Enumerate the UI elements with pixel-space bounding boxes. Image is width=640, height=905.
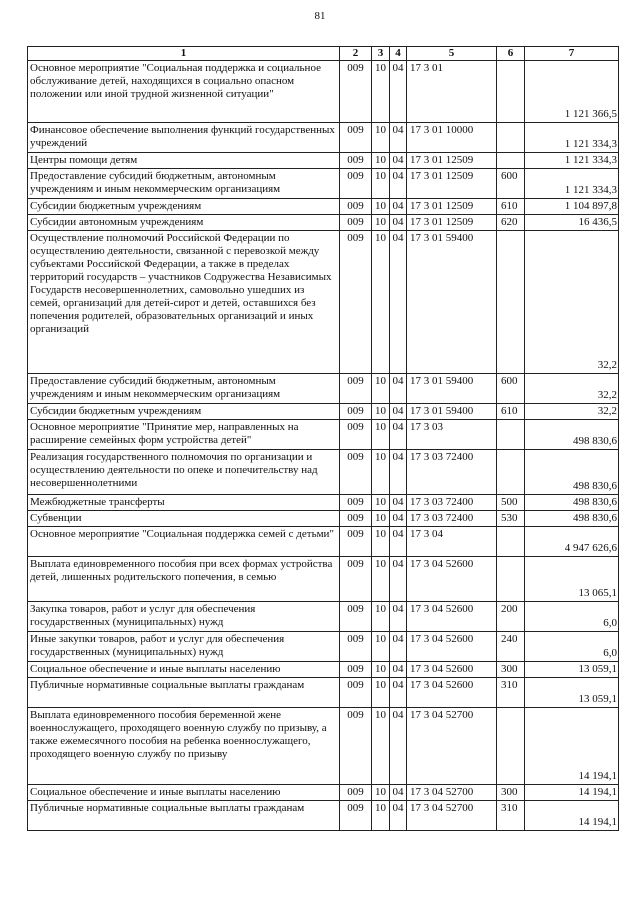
cell-ministry-code: 009 [340, 511, 372, 527]
cell-name: Реализация государственного полномочия по организации и осуществлению деятельности по опеке и попечительству над несовершеннолетними [28, 450, 340, 495]
cell-subsection: 04 [390, 169, 407, 199]
cell-name: Публичные нормативные социальные выплаты гражданам [28, 801, 340, 831]
cell-name: Субвенции [28, 511, 340, 527]
cell-name: Субсидии автономным учреждениям [28, 215, 340, 231]
cell-amount: 498 830,6 [525, 450, 619, 495]
table-row [28, 169, 619, 199]
cell-section: 10 [372, 678, 390, 708]
cell-subsection: 04 [390, 61, 407, 123]
cell-target-article: 17 3 04 52700 [407, 785, 497, 801]
cell-target-article: 17 3 04 52600 [407, 662, 497, 678]
cell-target-article: 17 3 03 72400 [407, 511, 497, 527]
cell-section: 10 [372, 632, 390, 662]
cell-subsection: 04 [390, 527, 407, 557]
cell-section: 10 [372, 215, 390, 231]
cell-subsection: 04 [390, 632, 407, 662]
cell-name: Публичные нормативные социальные выплаты гражданам [28, 678, 340, 708]
header-row [28, 47, 619, 61]
cell-name: Центры помощи детям [28, 153, 340, 169]
cell-subsection: 04 [390, 678, 407, 708]
cell-name: Основное мероприятие "Социальная поддержка и социальное обслуживание детей, находящихся в социально опасном положении или иной трудной жизненной ситуации" [28, 61, 340, 123]
cell-name: Выплата единовременного пособия при всех формах устройства детей, лишенных родительского попечения, в семью [28, 557, 340, 602]
cell-amount: 32,2 [525, 231, 619, 374]
cell-ministry-code: 009 [340, 199, 372, 215]
cell-ministry-code: 009 [340, 602, 372, 632]
table-row [28, 374, 619, 404]
table-row [28, 404, 619, 420]
cell-subsection: 04 [390, 199, 407, 215]
cell-expense-type: 200 [497, 602, 525, 632]
cell-subsection: 04 [390, 511, 407, 527]
cell-expense-type: 500 [497, 495, 525, 511]
cell-name: Иные закупки товаров, работ и услуг для обеспечения государственных (муниципальных) нужд [28, 632, 340, 662]
cell-name: Финансовое обеспечение выполнения функций государственных учреждений [28, 123, 340, 153]
cell-expense-type [497, 231, 525, 374]
cell-ministry-code: 009 [340, 123, 372, 153]
cell-ministry-code: 009 [340, 169, 372, 199]
cell-expense-type [497, 123, 525, 153]
cell-ministry-code: 009 [340, 231, 372, 374]
cell-target-article: 17 3 03 [407, 420, 497, 450]
cell-ministry-code: 009 [340, 527, 372, 557]
cell-section: 10 [372, 420, 390, 450]
table-row [28, 785, 619, 801]
cell-target-article: 17 3 04 52600 [407, 557, 497, 602]
page-number: 81 [314, 10, 326, 22]
table-row [28, 123, 619, 153]
cell-section: 10 [372, 123, 390, 153]
cell-expense-type [497, 450, 525, 495]
cell-expense-type: 300 [497, 785, 525, 801]
cell-amount: 13 059,1 [525, 678, 619, 708]
cell-ministry-code: 009 [340, 708, 372, 785]
cell-amount: 16 436,5 [525, 215, 619, 231]
cell-expense-type: 600 [497, 169, 525, 199]
cell-expense-type: 310 [497, 801, 525, 831]
table-body [28, 61, 619, 831]
column-header-5: 5 [407, 47, 497, 61]
table-row [28, 678, 619, 708]
column-header-7: 7 [525, 47, 619, 61]
cell-section: 10 [372, 495, 390, 511]
cell-ministry-code: 009 [340, 374, 372, 404]
cell-name: Субсидии бюджетным учреждениям [28, 199, 340, 215]
cell-ministry-code: 009 [340, 632, 372, 662]
cell-amount: 32,2 [525, 374, 619, 404]
cell-ministry-code: 009 [340, 61, 372, 123]
cell-section: 10 [372, 708, 390, 785]
cell-expense-type [497, 61, 525, 123]
cell-name: Выплата единовременного пособия беременной жене военнослужащего, проходящего военную службу по призыву, а также ежемесячного пособия на ребенка военнослужащего, проходящего военную службу по призыву [28, 708, 340, 785]
cell-target-article: 17 3 01 12509 [407, 169, 497, 199]
cell-subsection: 04 [390, 231, 407, 374]
table-row [28, 557, 619, 602]
cell-expense-type [497, 420, 525, 450]
table-row [28, 662, 619, 678]
table-row [28, 801, 619, 831]
cell-target-article: 17 3 01 12509 [407, 153, 497, 169]
cell-subsection: 04 [390, 420, 407, 450]
cell-section: 10 [372, 199, 390, 215]
cell-amount: 1 121 334,3 [525, 153, 619, 169]
cell-target-article: 17 3 04 [407, 527, 497, 557]
cell-ministry-code: 009 [340, 153, 372, 169]
cell-target-article: 17 3 04 52600 [407, 632, 497, 662]
cell-target-article: 17 3 01 10000 [407, 123, 497, 153]
cell-target-article: 17 3 04 52700 [407, 708, 497, 785]
cell-target-article: 17 3 03 72400 [407, 495, 497, 511]
cell-amount: 498 830,6 [525, 511, 619, 527]
cell-target-article: 17 3 04 52600 [407, 602, 497, 632]
cell-ministry-code: 009 [340, 495, 372, 511]
cell-expense-type: 240 [497, 632, 525, 662]
cell-amount: 4 947 626,6 [525, 527, 619, 557]
cell-section: 10 [372, 785, 390, 801]
cell-target-article: 17 3 01 12509 [407, 199, 497, 215]
cell-amount: 498 830,6 [525, 420, 619, 450]
table-row [28, 511, 619, 527]
cell-name: Социальное обеспечение и иные выплаты населению [28, 785, 340, 801]
cell-section: 10 [372, 662, 390, 678]
column-header-6: 6 [497, 47, 525, 61]
column-header-2: 2 [340, 47, 372, 61]
cell-amount: 6,0 [525, 632, 619, 662]
cell-section: 10 [372, 169, 390, 199]
table-row [28, 450, 619, 495]
cell-section: 10 [372, 153, 390, 169]
cell-target-article: 17 3 03 72400 [407, 450, 497, 495]
cell-ministry-code: 009 [340, 662, 372, 678]
cell-target-article: 17 3 01 59400 [407, 404, 497, 420]
table-row [28, 215, 619, 231]
cell-expense-type: 530 [497, 511, 525, 527]
cell-ministry-code: 009 [340, 678, 372, 708]
cell-amount: 1 121 334,3 [525, 123, 619, 153]
cell-expense-type: 600 [497, 374, 525, 404]
cell-subsection: 04 [390, 495, 407, 511]
cell-subsection: 04 [390, 557, 407, 602]
cell-ministry-code: 009 [340, 785, 372, 801]
cell-ministry-code: 009 [340, 557, 372, 602]
budget-table [27, 46, 619, 831]
cell-expense-type: 610 [497, 404, 525, 420]
cell-amount: 1 121 366,5 [525, 61, 619, 123]
cell-ministry-code: 009 [340, 801, 372, 831]
cell-target-article: 17 3 04 52600 [407, 678, 497, 708]
cell-amount: 6,0 [525, 602, 619, 632]
cell-section: 10 [372, 231, 390, 374]
column-header-4: 4 [390, 47, 407, 61]
cell-subsection: 04 [390, 785, 407, 801]
cell-subsection: 04 [390, 374, 407, 404]
cell-expense-type [497, 557, 525, 602]
cell-section: 10 [372, 557, 390, 602]
column-header-3: 3 [372, 47, 390, 61]
cell-ministry-code: 009 [340, 215, 372, 231]
cell-expense-type [497, 708, 525, 785]
table-row [28, 632, 619, 662]
cell-expense-type: 310 [497, 678, 525, 708]
cell-ministry-code: 009 [340, 404, 372, 420]
cell-name: Основное мероприятие "Принятие мер, направленных на расширение семейных форм устройства детей" [28, 420, 340, 450]
cell-amount: 14 194,1 [525, 708, 619, 785]
cell-ministry-code: 009 [340, 450, 372, 495]
column-header-1: 1 [28, 47, 340, 61]
cell-amount: 13 059,1 [525, 662, 619, 678]
cell-name: Основное мероприятие "Социальная поддержка семей с детьми" [28, 527, 340, 557]
cell-amount: 498 830,6 [525, 495, 619, 511]
cell-amount: 14 194,1 [525, 801, 619, 831]
cell-subsection: 04 [390, 662, 407, 678]
cell-name: Межбюджетные трансферты [28, 495, 340, 511]
cell-subsection: 04 [390, 708, 407, 785]
cell-section: 10 [372, 801, 390, 831]
table-row [28, 199, 619, 215]
cell-subsection: 04 [390, 215, 407, 231]
cell-expense-type: 620 [497, 215, 525, 231]
cell-amount: 1 104 897,8 [525, 199, 619, 215]
cell-name: Предоставление субсидий бюджетным, автономным учреждениям и иным некоммерческим организациям [28, 374, 340, 404]
cell-name: Закупка товаров, работ и услуг для обеспечения государственных (муниципальных) нужд [28, 602, 340, 632]
cell-section: 10 [372, 374, 390, 404]
table-row [28, 527, 619, 557]
cell-expense-type [497, 153, 525, 169]
cell-amount: 14 194,1 [525, 785, 619, 801]
cell-target-article: 17 3 01 [407, 61, 497, 123]
cell-name: Осуществление полномочий Российской Федерации по осуществлению деятельности, связанной с перевозкой между субъектами Российской Федерации, а также в пределах территорий государств – участников Содружества Независимых Государств несовершеннолетних, самовольно ушедших из семей, организаций для детей-сирот и детей, оставшихся без попечения родителей, образовательных организаций и иных организаций [28, 231, 340, 374]
table-row [28, 153, 619, 169]
cell-section: 10 [372, 450, 390, 495]
table-row [28, 231, 619, 374]
cell-target-article: 17 3 01 59400 [407, 374, 497, 404]
cell-name: Предоставление субсидий бюджетным, автономным учреждениям и иным некоммерческим организациям [28, 169, 340, 199]
cell-target-article: 17 3 01 12509 [407, 215, 497, 231]
cell-subsection: 04 [390, 153, 407, 169]
cell-expense-type: 300 [497, 662, 525, 678]
cell-section: 10 [372, 602, 390, 632]
cell-amount: 1 121 334,3 [525, 169, 619, 199]
cell-subsection: 04 [390, 123, 407, 153]
cell-section: 10 [372, 527, 390, 557]
cell-name: Субсидии бюджетным учреждениям [28, 404, 340, 420]
table-row [28, 420, 619, 450]
cell-amount: 32,2 [525, 404, 619, 420]
cell-expense-type [497, 527, 525, 557]
cell-subsection: 04 [390, 404, 407, 420]
table-row [28, 495, 619, 511]
cell-subsection: 04 [390, 801, 407, 831]
cell-subsection: 04 [390, 602, 407, 632]
cell-expense-type: 610 [497, 199, 525, 215]
cell-section: 10 [372, 404, 390, 420]
table-row [28, 708, 619, 785]
cell-target-article: 17 3 04 52700 [407, 801, 497, 831]
cell-section: 10 [372, 61, 390, 123]
cell-name: Социальное обеспечение и иные выплаты населению [28, 662, 340, 678]
table-row [28, 602, 619, 632]
table-row [28, 61, 619, 123]
cell-target-article: 17 3 01 59400 [407, 231, 497, 374]
cell-ministry-code: 009 [340, 420, 372, 450]
cell-section: 10 [372, 511, 390, 527]
cell-subsection: 04 [390, 450, 407, 495]
cell-amount: 13 065,1 [525, 557, 619, 602]
